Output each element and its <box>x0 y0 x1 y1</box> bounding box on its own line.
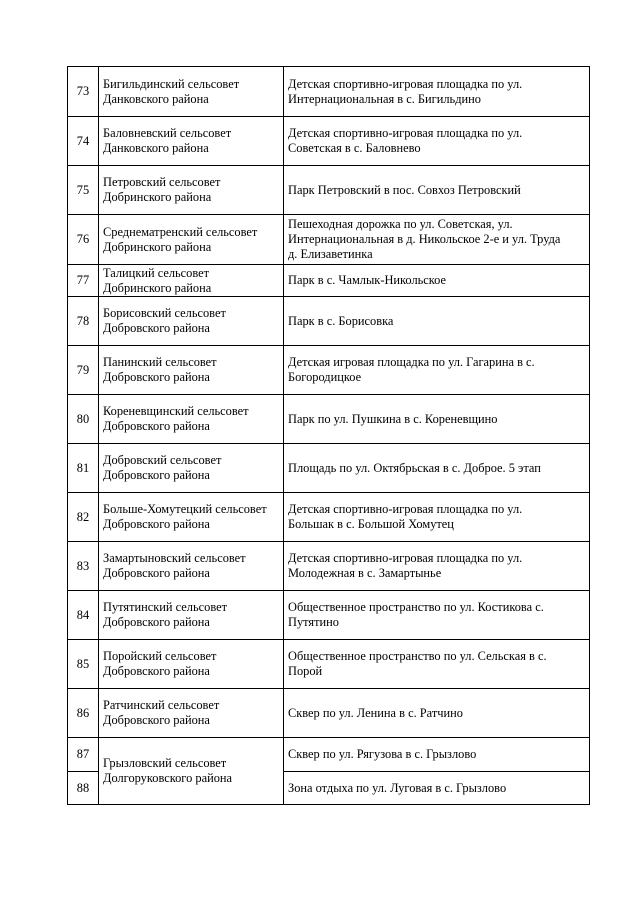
table-row <box>68 265 590 297</box>
municipality-cell <box>99 591 284 640</box>
municipality-line: Добринского района <box>103 190 212 204</box>
object-line: Молодежная в с. Замартынье <box>288 566 442 580</box>
object-line: Парк в с. Борисовка <box>288 313 394 328</box>
object-line: Площадь по ул. Октябрьская в с. Доброе. 5 этап <box>288 460 541 475</box>
table-row <box>68 166 590 215</box>
row-number: 85 <box>68 640 99 689</box>
municipality-cell <box>99 395 284 444</box>
row-number: 81 <box>68 444 99 493</box>
row-number: 88 <box>68 772 99 805</box>
municipality-cell <box>99 493 284 542</box>
object-cell <box>284 265 590 297</box>
table-row <box>68 67 590 117</box>
row-number: 83 <box>68 542 99 591</box>
municipality-line: Грызловский сельсовет <box>103 756 227 770</box>
objects-table <box>67 66 590 805</box>
municipality-line: Добровского района <box>103 321 210 335</box>
object-cell <box>284 444 590 493</box>
row-number: 80 <box>68 395 99 444</box>
object-cell <box>284 772 590 805</box>
municipality-cell <box>99 689 284 738</box>
object-cell <box>284 67 590 117</box>
table-row <box>68 493 590 542</box>
object-line: д. Елизаветинка <box>288 247 373 261</box>
table-row <box>68 346 590 395</box>
row-number: 77 <box>68 265 99 297</box>
municipality-cell <box>99 265 284 297</box>
table-row <box>68 542 590 591</box>
object-line: Детская игровая площадка по ул. Гагарина в с. <box>288 355 535 369</box>
object-line: Зона отдыха по ул. Луговая в с. Грызлово <box>288 780 507 795</box>
object-line: Детская спортивно-игровая площадка по ул. <box>288 502 523 516</box>
object-line: Путятино <box>288 615 339 629</box>
object-line: Сквер по ул. Рягузова в с. Грызлово <box>288 747 477 761</box>
row-number: 79 <box>68 346 99 395</box>
row-number: 87 <box>68 738 99 772</box>
row-number: 73 <box>68 67 99 117</box>
municipality-line: Ратчинский сельсовет <box>103 698 220 712</box>
municipality-line: Среднематренский сельсовет <box>103 224 258 239</box>
municipality-line: Поройский сельсовет <box>103 649 217 663</box>
row-number: 86 <box>68 689 99 738</box>
object-line: Парк в с. Чамлык-Никольское <box>288 273 447 287</box>
municipality-line: Добровского района <box>103 517 210 531</box>
municipality-line: Данковского района <box>103 91 209 106</box>
table-row <box>68 444 590 493</box>
municipality-line: Добровского района <box>103 468 210 482</box>
table-row <box>68 689 590 738</box>
municipality-line: Добровского района <box>103 370 210 384</box>
row-number: 82 <box>68 493 99 542</box>
table-row <box>68 640 590 689</box>
row-number: 74 <box>68 117 99 166</box>
municipality-line: Добровского района <box>103 664 210 678</box>
table-row <box>68 738 590 772</box>
municipality-line: Добровский сельсовет <box>103 453 222 467</box>
object-line: Порой <box>288 664 323 678</box>
municipality-line: Петровский сельсовет <box>103 175 221 189</box>
row-number: 75 <box>68 166 99 215</box>
municipality-cell <box>99 444 284 493</box>
municipality-line: Талицкий сельсовет <box>103 265 210 280</box>
object-cell <box>284 738 590 772</box>
municipality-cell <box>99 738 284 805</box>
object-line: Интернациональная в с. Бигильдино <box>288 91 481 106</box>
object-line: Общественное пространство по ул. Сельская в с. <box>288 649 547 663</box>
object-line: Детская спортивно-игровая площадка по ул. <box>288 76 523 91</box>
object-line: Большак в с. Большой Хомутец <box>288 517 454 531</box>
table-row <box>68 395 590 444</box>
object-line: Пешеходная дорожка по ул. Советская, ул. <box>288 217 513 231</box>
municipality-line: Борисовский сельсовет <box>103 306 226 320</box>
object-line: Парк Петровский в пос. Совхоз Петровский <box>288 182 521 197</box>
row-number: 78 <box>68 297 99 346</box>
municipality-line: Больше-Хомутецкий сельсовет <box>103 502 267 516</box>
municipality-line: Добринского района <box>103 280 212 295</box>
municipality-cell <box>99 542 284 591</box>
municipality-line: Панинский сельсовет <box>103 355 217 369</box>
object-line: Советская в с. Баловнево <box>288 141 421 155</box>
municipality-cell <box>99 346 284 395</box>
object-cell <box>284 346 590 395</box>
object-line: Общественное пространство по ул. Костикова с. <box>288 600 544 614</box>
object-line: Парк по ул. Пушкина в с. Кореневщино <box>288 411 498 426</box>
municipality-cell <box>99 67 284 117</box>
municipality-line: Данковского района <box>103 141 209 155</box>
municipality-cell <box>99 166 284 215</box>
object-cell <box>284 493 590 542</box>
object-cell <box>284 297 590 346</box>
object-line: Сквер по ул. Ленина в с. Ратчино <box>288 705 463 720</box>
municipality-line: Добровского района <box>103 419 210 433</box>
municipality-line: Добровского района <box>103 615 210 629</box>
object-cell <box>284 591 590 640</box>
municipality-line: Добровского района <box>103 713 210 727</box>
table-row <box>68 297 590 346</box>
municipality-cell <box>99 297 284 346</box>
object-line: Богородицкое <box>288 370 362 384</box>
municipality-cell <box>99 640 284 689</box>
object-cell <box>284 689 590 738</box>
municipality-line: Кореневщинский сельсовет <box>103 404 249 418</box>
object-line: Интернациональная в д. Никольское 2-е и ул. Труда <box>288 232 561 246</box>
object-line: Детская спортивно-игровая площадка по ул. <box>288 126 523 140</box>
object-cell <box>284 166 590 215</box>
municipality-line: Бигильдинский сельсовет <box>103 76 240 91</box>
object-cell <box>284 640 590 689</box>
row-number: 76 <box>68 215 99 265</box>
row-number: 84 <box>68 591 99 640</box>
municipality-line: Баловневский сельсовет <box>103 126 232 140</box>
municipality-line: Долгоруковского района <box>103 771 233 785</box>
municipality-cell <box>99 215 284 265</box>
municipality-line: Добринского района <box>103 239 212 254</box>
object-line: Детская спортивно-игровая площадка по ул. <box>288 551 523 565</box>
object-cell <box>284 542 590 591</box>
municipality-line: Замартыновский сельсовет <box>103 551 246 565</box>
municipality-cell <box>99 117 284 166</box>
table-row <box>68 215 590 265</box>
object-cell <box>284 117 590 166</box>
table-row <box>68 117 590 166</box>
table-row <box>68 591 590 640</box>
municipality-line: Путятинский сельсовет <box>103 600 228 614</box>
object-cell <box>284 215 590 265</box>
object-cell <box>284 395 590 444</box>
municipality-line: Добровского района <box>103 566 210 580</box>
